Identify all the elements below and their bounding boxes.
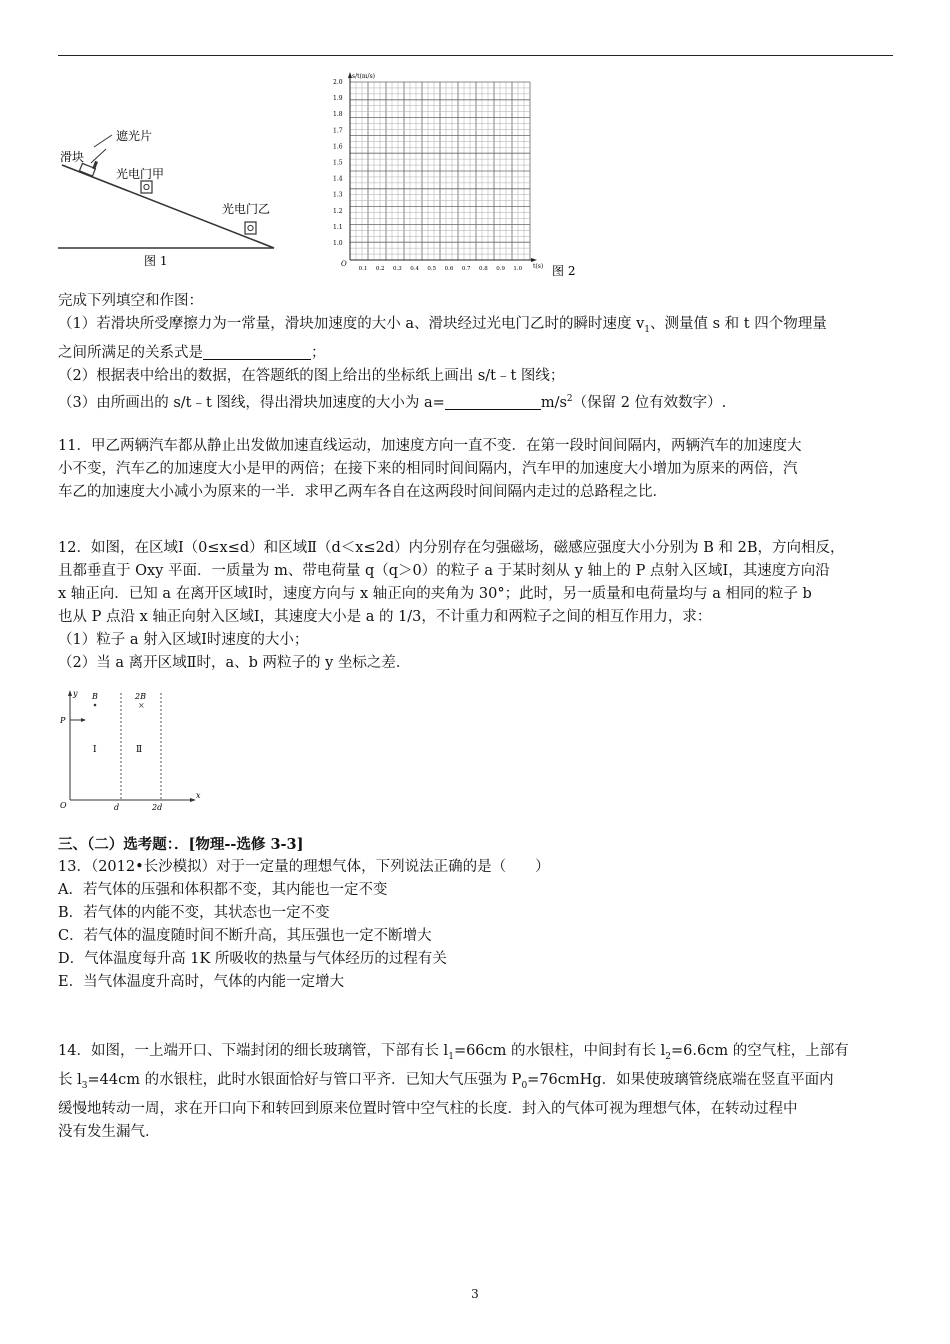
y-tick-label: 1.7 [333, 127, 343, 135]
answer-blank[interactable] [203, 343, 311, 360]
fig2-y-label: s/t(m/s) [352, 73, 375, 80]
page-number: 3 [471, 1287, 479, 1301]
y-tick-label: 2.0 [333, 79, 343, 86]
fig3-2b-label: 2B [135, 692, 146, 701]
y-tick-label: 1.9 [333, 95, 343, 103]
photogate-b-icon [245, 222, 256, 234]
figure-3-field-regions [58, 688, 208, 813]
y-tick-label: 1.1 [333, 223, 343, 231]
q11-line: 车乙的加速度大小减小为原来的一半．求甲乙两车各自在这两段时间间隔内走过的总路程之比． [58, 484, 667, 500]
y-tick-label: 1.2 [333, 207, 343, 215]
fig2-caption: 图 2 [552, 264, 576, 278]
fig1-shade-label: 遮光片 [116, 129, 153, 143]
x-tick-label: 0.4 [410, 266, 419, 272]
fig2-x-ticks [359, 266, 523, 272]
q13-option-b: B．若气体的内能不变，其状态也一定不变 [58, 905, 330, 921]
x-tick-label: 0.8 [479, 266, 488, 272]
q10-part1-cont: 之间所满足的关系式是 ； [58, 344, 326, 361]
y-tick-label: 1.3 [333, 191, 343, 199]
fig1-caption: 图 1 [144, 254, 168, 268]
q14-line: 缓慢地转动一周，求在开口向下和转回到原来位置时管中空气柱的长度．封入的气体可视为理想气体，在转动过程中 [58, 1100, 798, 1117]
y-tick-label: 1.4 [333, 175, 343, 183]
q10-block [58, 290, 894, 415]
x-tick-label: 0.9 [496, 266, 505, 272]
q13-option-d: D．气体温度每升高 1K 所吸收的热量与气体经历的过程有关 [58, 951, 447, 967]
q13-stem: 13．（2012•长沙模拟）对于一定量的理想气体，下列说法正确的是（ ） [58, 859, 550, 875]
q11-block [58, 435, 894, 504]
q12-line: 也从 P 点沿 x 轴正向射入区域Ⅰ，其速度大小是 a 的 1/3，不计重力和两粒子之间的相互作用力，求： [58, 609, 712, 625]
field-out-dot-icon [94, 704, 97, 707]
fig2-origin: O [341, 260, 347, 268]
q14-line: 没有发生漏气． [58, 1123, 160, 1140]
q11-line: 11．甲乙两辆汽车都从静止出发做加速直线运动，加速度方向一直不变．在第一段时间间隔内，两辆汽车的加速度大 [58, 438, 802, 454]
x-tick-label: 0.7 [461, 266, 471, 272]
q10-part2: （2）根据表中给出的数据，在答题纸的图上给出的坐标纸上画出 s/t﹣t 图线； [58, 367, 565, 384]
x-tick-label: 0.2 [375, 266, 385, 272]
fig3-y-label: y [73, 689, 78, 698]
fig1-gate-a-label: 光电门甲 [116, 167, 165, 181]
q12-line: （1）粒子 a 射入区域Ⅰ时速度的大小； [58, 632, 309, 648]
q12-line: x 轴正向．已知 a 在离开区域Ⅰ时，速度方向与 x 轴正向的夹角为 30°；此时，另一质量和电荷量均与 a 相同的粒子 b [58, 586, 812, 602]
answer-blank[interactable] [445, 393, 541, 410]
y-tick-label: 1.0 [333, 240, 343, 247]
figure-2-grid [330, 70, 590, 280]
fig3-p-label: P [60, 716, 66, 725]
q10-part1: （1）若滑块所受摩擦力为一常量，滑块加速度的大小 a、滑块经过光电门乙时的瞬时速度 $v_1$、测量值 s 和 t 四个物理量 [58, 316, 827, 335]
fig2-y-ticks [333, 79, 343, 247]
fig1-slider-label: 滑块 [60, 150, 85, 164]
x-tick-label: 0.3 [393, 266, 402, 272]
x-tick-label: 0.6 [444, 266, 454, 272]
fig3-region-2: Ⅱ [136, 745, 143, 755]
q13-option-c: C．若气体的温度随时间不断升高，其压强也一定不断增大 [58, 928, 432, 944]
fig3-x-label: x [196, 791, 201, 800]
photogate-a-icon [141, 181, 152, 193]
field-in-cross-icon: × [138, 701, 145, 710]
y-tick-label: 1.5 [333, 159, 343, 167]
fig3-origin: O [60, 801, 67, 810]
y-tick-label: 1.8 [333, 111, 343, 119]
q13-option-a: A．若气体的压强和体积都不变，其内能也一定不变 [58, 882, 388, 898]
graph-paper-grid [350, 82, 530, 260]
x-tick-label: 0.5 [427, 266, 437, 272]
q12-line: 12．如图，在区域Ⅰ（0≤x≤d）和区域Ⅱ（d＜x≤2d）内分别存在匀强磁场，磁感应强度大小分别为 B 和 2B，方向相反， [58, 540, 845, 556]
q13-option-e: E．当气体温度升高时，气体的内能一定增大 [58, 974, 345, 990]
x-tick-label: 1.0 [513, 266, 523, 272]
q10-part3: （3）由所画出的 s/t﹣t 图线，得出滑块加速度的大小为 $a= m/s^2$（保留 2 位有效数字）. [58, 393, 727, 411]
q12-block [58, 537, 894, 675]
fig2-x-label: t(s) [533, 263, 544, 270]
q14-line: 长 $l_3=44cm$ 的水银柱，此时水银面恰好与管口平齐．已知大气压强为 $P_0=76cmHg$．如果使玻璃管绕底端在竖直平面内 [58, 1071, 834, 1091]
fig1-gate-b-label: 光电门乙 [222, 202, 271, 216]
section-heading: 三、（二）选考题：．[物理--选修 3-3] [58, 836, 304, 853]
figure-1-incline [58, 125, 288, 270]
section3-block [58, 833, 894, 994]
q12-line: （2）当 a 离开区域Ⅱ时，a、b 两粒子的 y 坐标之差． [58, 655, 411, 671]
fig3-b-label: B [92, 692, 98, 701]
y-tick-label: 1.6 [333, 143, 343, 151]
q11-line: 小不变，汽车乙的加速度大小是甲的两倍；在接下来的相同时间间隔内，汽车甲的加速度大小增加为原来的两倍，汽 [58, 461, 798, 477]
x-tick-label: 0.1 [358, 266, 368, 272]
q14-line: 14．如图，一上端开口、下端封闭的细长玻璃管，下部有长 $l_1=66cm$ 的水银柱，中间封有长 $l_2=6.6cm$ 的空气柱，上部有 [58, 1043, 849, 1062]
fig3-d-label: d [114, 803, 120, 812]
q14-block [58, 1040, 894, 1144]
fig3-2d-label: 2d [152, 803, 163, 812]
q10-intro: 完成下列填空和作图： [58, 293, 203, 309]
fig3-region-1: Ⅰ [93, 745, 97, 755]
q12-line: 且都垂直于 Oxy 平面．一质量为 m、带电荷量 q（q＞0）的粒子 a 于某时刻从 y 轴上的 P 点射入区域Ⅰ，其速度方向沿 [58, 563, 830, 579]
header-rule [58, 55, 893, 56]
